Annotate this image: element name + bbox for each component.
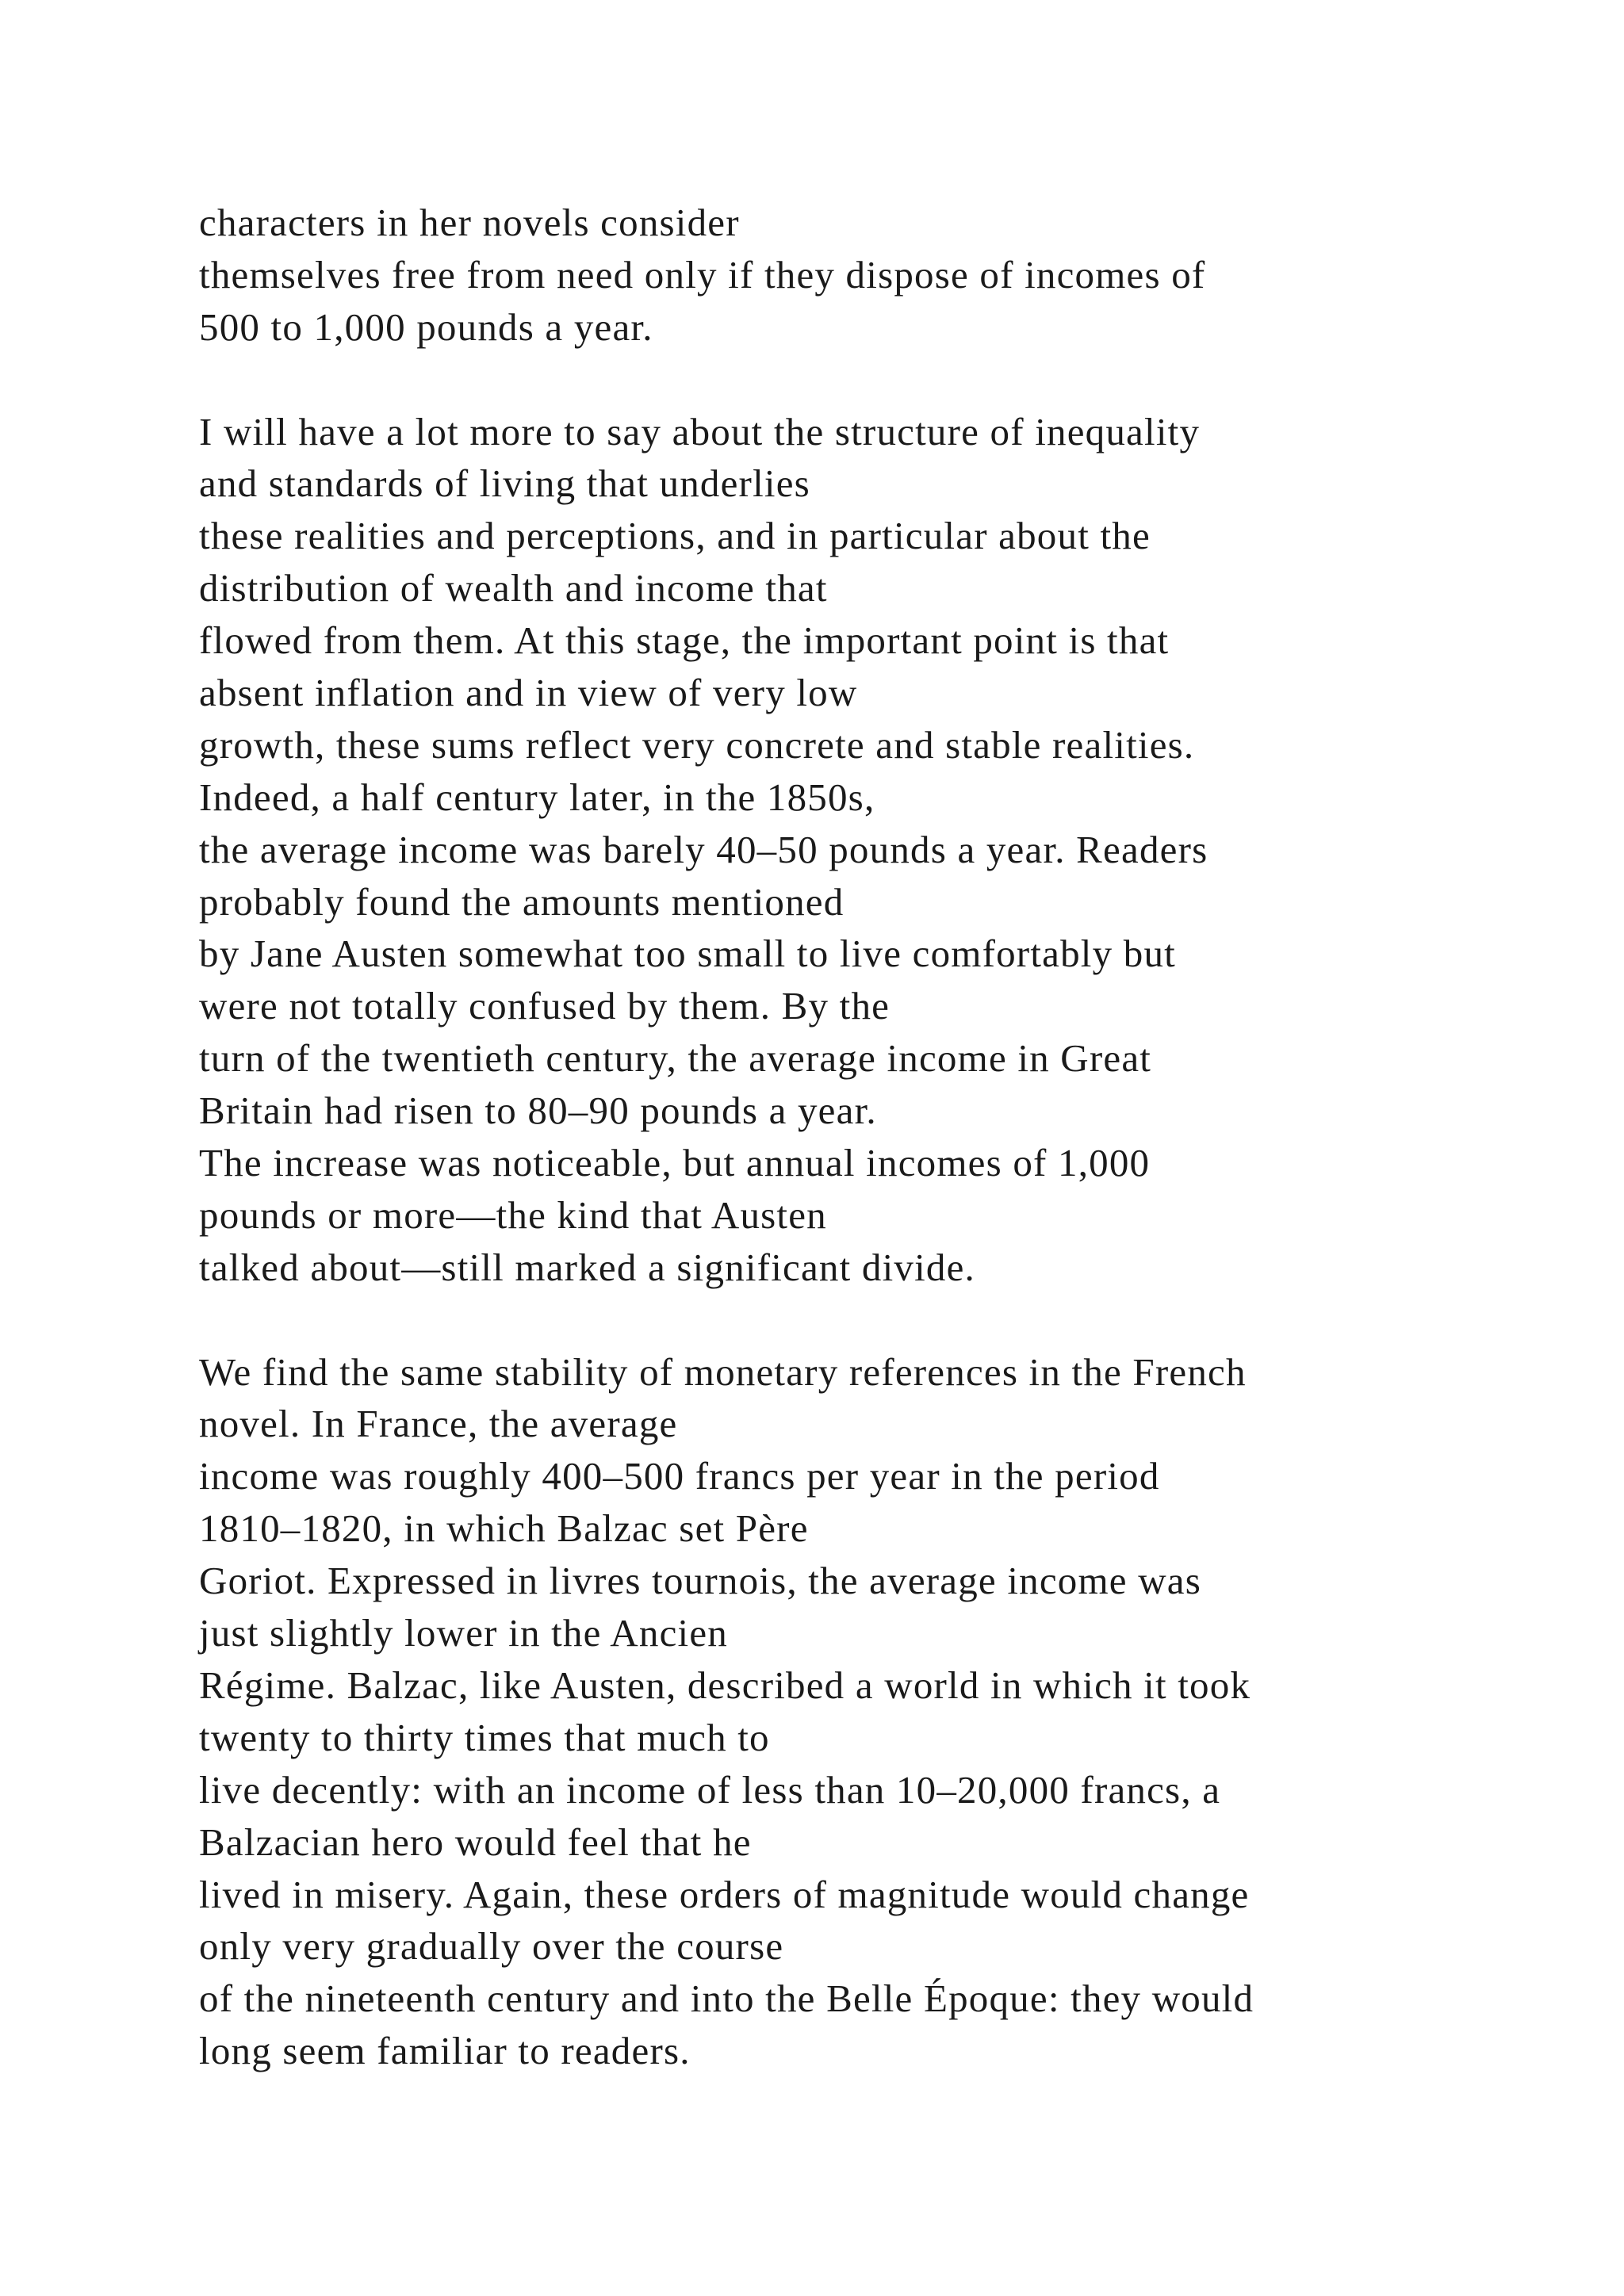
paragraph-2 [199,406,1595,1294]
text-line: growth, these sums reflect very concrete and stable realities. [199,722,1195,767]
paragraph-1 [199,197,1595,354]
text-line: themselves free from need only if they dispose of incomes of [199,252,1206,297]
text-line: pounds or more—the kind that Austen [199,1192,827,1237]
text-line: flowed from them. At this stage, the important point is that [199,618,1170,663]
text-line: distribution of wealth and income that [199,566,828,610]
paragraph-gap [199,354,1595,406]
paragraph-3 [199,1346,1595,2077]
text-line: Indeed, a half century later, in the 1850s, [199,775,875,819]
text-line: by Jane Austen somewhat too small to live comfortably but [199,932,1176,976]
text-line: probably found the amounts mentioned [199,879,845,924]
text-line: Goriot. Expressed in livres tournois, the average income was [199,1559,1202,1603]
text-line: income was roughly 400–500 francs per year in the period [199,1454,1160,1498]
text-line: live decently: with an income of less than 10–20,000 francs, a [199,1767,1221,1812]
text-line: 1810–1820, in which Balzac set Père [199,1506,809,1551]
text-line: talked about—still marked a significant divide. [199,1245,976,1289]
text-line: turn of the twentieth century, the average income in Great [199,1036,1152,1081]
text-line: and standards of living that underlies [199,461,810,506]
text-line: Régime. Balzac, like Austen, described a world in which it took [199,1663,1251,1707]
text-line: just slightly lower in the Ancien [199,1611,729,1655]
text-line: twenty to thirty times that much to [199,1715,770,1759]
text-line: long seem familiar to readers. [199,2029,691,2073]
paragraph-gap [199,1294,1595,1346]
text-line: were not totally confused by them. By the [199,984,891,1028]
text-line: Britain had risen to 80–90 pounds a year. [199,1089,877,1133]
text-line: absent inflation and in view of very low [199,671,858,715]
text-line: Balzacian hero would feel that he [199,1820,752,1864]
text-line: characters in her novels consider [199,201,740,244]
text-line: these realities and perceptions, and in particular about the [199,514,1151,558]
text-line: We find the same stability of monetary references in the French [199,1349,1247,1394]
text-line: of the nineteenth century and into the Belle Époque: they would [199,1976,1254,2021]
text-line: the average income was barely 40–50 pounds a year. Readers [199,827,1208,871]
body-text [199,197,1595,2077]
text-line: 500 to 1,000 pounds a year. [199,304,653,349]
text-line: I will have a lot more to say about the structure of inequality [199,409,1201,453]
text-line: The increase was noticeable, but annual incomes of 1,000 [199,1141,1151,1185]
text-line: only very gradually over the course [199,1924,784,1969]
text-line: lived in misery. Again, these orders of magnitude would change [199,1872,1250,1916]
text-line: novel. In France, the average [199,1402,678,1446]
